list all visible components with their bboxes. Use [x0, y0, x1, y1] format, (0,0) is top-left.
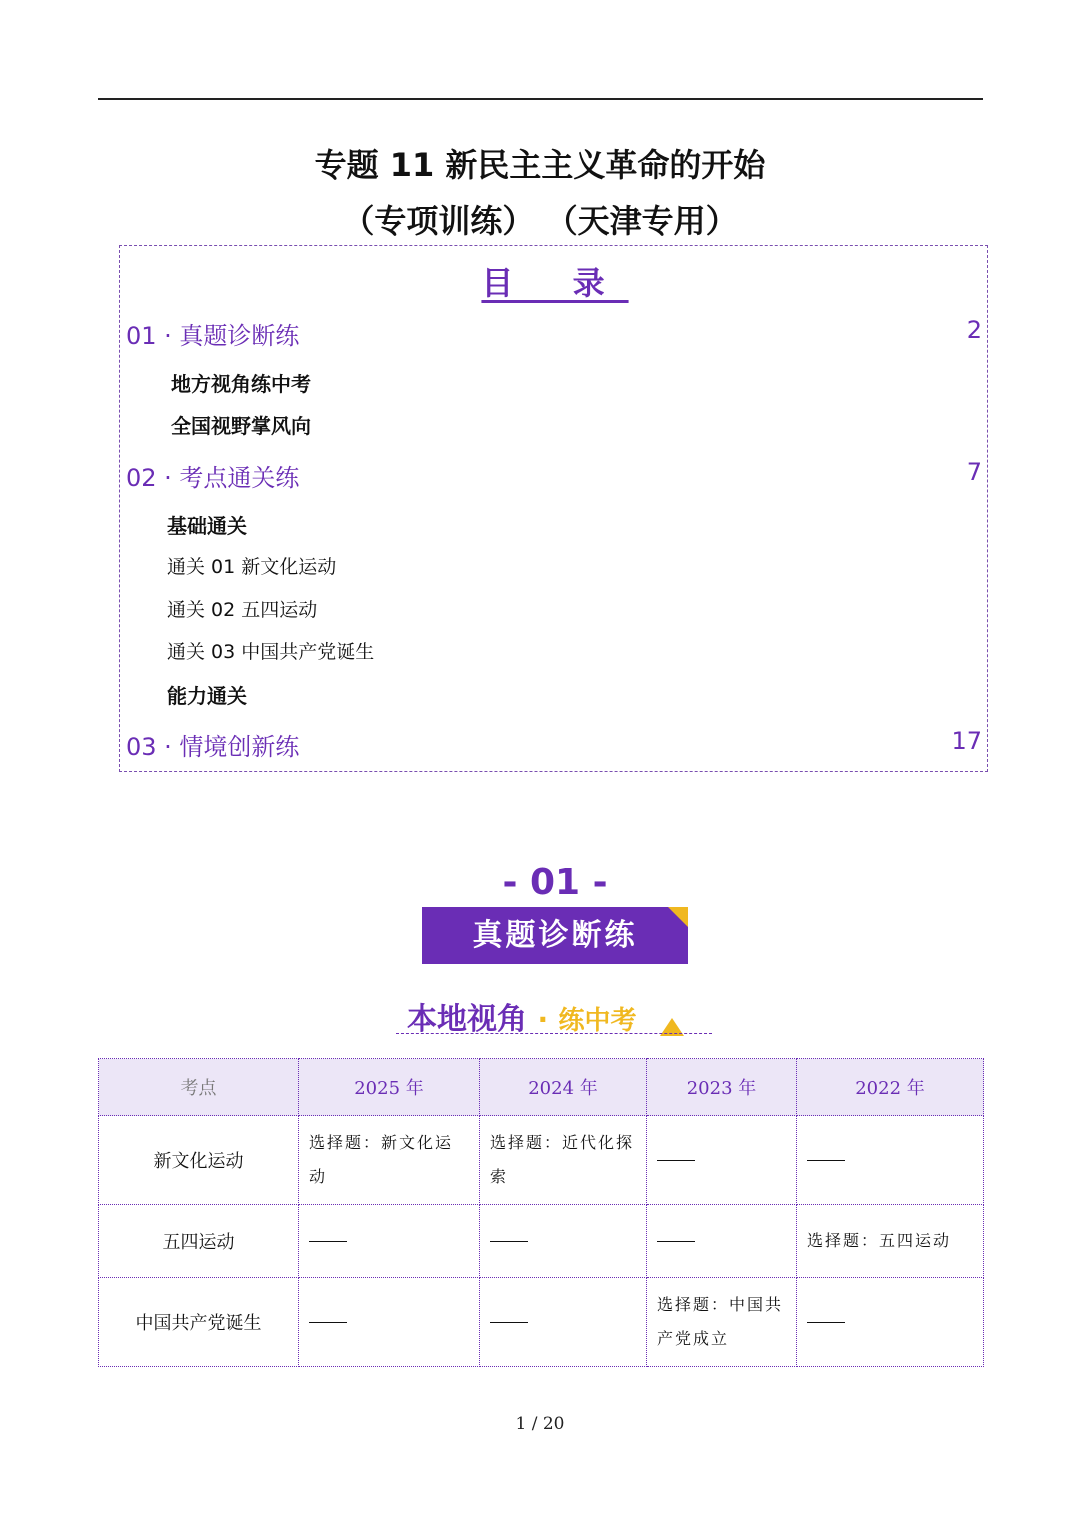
subsection-title [407, 994, 637, 1038]
toc-item[interactable]: 通关 03 中国共产党诞生 [167, 641, 375, 663]
document-title: 专题 11 新民主主义革命的开始 [314, 146, 766, 184]
dash-mark [490, 1322, 528, 1323]
table-cell-empty [299, 1278, 480, 1367]
toc-item[interactable]: 通关 02 五四运动 [167, 599, 318, 621]
table-cell: 选择题：五四运动 [797, 1205, 984, 1278]
toc-item[interactable]: 能力通关 [167, 684, 247, 708]
table-cell: 选择题：新文化运动 [299, 1116, 480, 1205]
table-row [99, 1278, 984, 1367]
table-cell-empty [797, 1278, 984, 1367]
table-cell-empty [647, 1205, 797, 1278]
toc-heading: 目 录 [481, 264, 629, 302]
table-row [99, 1116, 984, 1205]
toc-section-03[interactable]: 03 · 情境创新练 [126, 733, 300, 761]
dash-mark [309, 1322, 347, 1323]
subsection-title-main: 本地视角 [407, 1002, 527, 1037]
row-label: 新文化运动 [99, 1116, 299, 1205]
row-label: 五四运动 [99, 1205, 299, 1278]
subsection-dot: · [537, 1003, 549, 1036]
document-subtitle: （专项训练） （天津专用） [342, 202, 738, 240]
column-header: 考点 [99, 1059, 299, 1116]
column-header: 2023 年 [647, 1059, 797, 1116]
subsection-title-sub: 练中考 [558, 1006, 637, 1036]
section-banner [422, 907, 688, 964]
toc-section-01[interactable]: 01 · 真题诊断练 [126, 322, 300, 350]
toc-section-02[interactable]: 02 · 考点通关练 [126, 464, 300, 492]
table-cell-empty [797, 1116, 984, 1205]
toc-page-02: 7 [966, 458, 982, 486]
exam-points-table [98, 1058, 984, 1367]
dash-mark [807, 1322, 845, 1323]
banner-corner-decoration [668, 907, 688, 927]
toc-item[interactable]: 地方视角练中考 [171, 372, 311, 396]
toc-item[interactable]: 基础通关 [167, 514, 247, 538]
dash-mark [657, 1241, 695, 1242]
table-cell-empty [480, 1278, 647, 1367]
dash-mark [657, 1160, 695, 1161]
column-header: 2025 年 [299, 1059, 480, 1116]
table-cell: 选择题：近代化探索 [480, 1116, 647, 1205]
column-header: 2024 年 [480, 1059, 647, 1116]
table-cell-empty [299, 1205, 480, 1278]
dash-mark [807, 1160, 845, 1161]
toc-item[interactable]: 全国视野掌风向 [171, 414, 311, 438]
toc-page-01: 2 [966, 316, 982, 344]
dash-mark [309, 1241, 347, 1242]
toc-item[interactable]: 通关 01 新文化运动 [167, 556, 337, 578]
section-number: - 01 - [502, 862, 608, 903]
table-cell: 选择题：中国共产党成立 [647, 1278, 797, 1367]
header-rule [98, 98, 983, 100]
table-cell-empty [480, 1205, 647, 1278]
column-header: 2022 年 [797, 1059, 984, 1116]
table-header-row [99, 1059, 984, 1116]
toc-page-03: 17 [951, 727, 982, 755]
row-label: 中国共产党诞生 [99, 1278, 299, 1367]
dash-mark [490, 1241, 528, 1242]
subsection-underline [396, 1033, 712, 1034]
table-cell-empty [647, 1116, 797, 1205]
table-row [99, 1205, 984, 1278]
section-banner-title: 真题诊断练 [472, 918, 638, 953]
page-indicator: 1 / 20 [515, 1414, 565, 1434]
